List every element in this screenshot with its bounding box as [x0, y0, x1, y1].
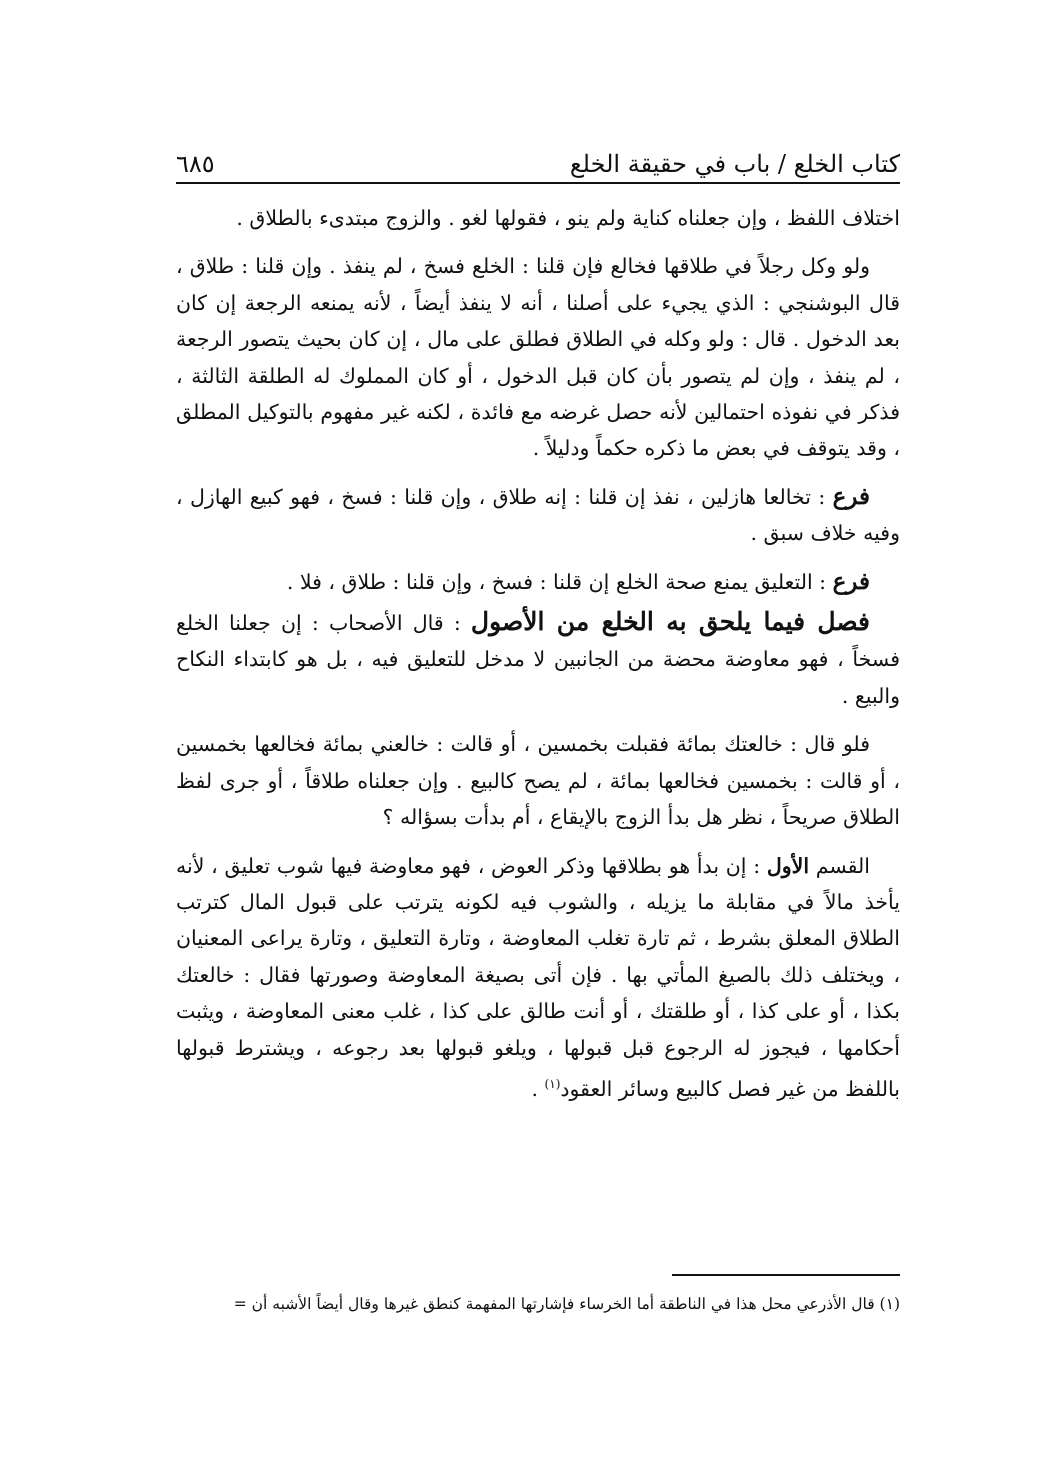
far-text: : التعليق يمنع صحة الخلع إن قلنا : فسخ ، وإن قلنا : طلاق ، فلا .: [286, 569, 833, 594]
paragraph-7: [176, 848, 900, 1108]
section-title: فصل فيما يلحق به الخلع من الأصول: [470, 607, 870, 637]
footnote-divider: [672, 1274, 900, 1276]
page-number: ٦٨٥: [176, 150, 215, 178]
far-term: فرع: [832, 482, 870, 510]
body-text: [176, 200, 900, 1119]
paragraph-far-1: [176, 479, 900, 552]
paragraph-far-2: [176, 564, 900, 600]
footnote-ref: (١): [544, 1076, 561, 1091]
running-title: كتاب الخلع / باب في حقيقة الخلع: [569, 150, 900, 178]
far-text: : تخالعا هازلين ، نفذ إن قلنا : إنه طلاق ، وإن قلنا : فسخ ، فهو كبيع الهازل ، وفيه خلاف سبق .: [176, 484, 900, 546]
part-text: : إن بدأ هو بطلاقها وذكر العوض ، فهو معاوضة فيها شوب تعليق ، لأنه يأخذ مالاً في مقابلة ما يزيله ، والشوب فيه لكونه يترتب على قبول المال كترتب الطلاق المعلق بشرط ، ثم تارة تغلب المعاوضة ، وتارة التعليق ، وتارة يراعى المعنيان ، ويختلف ذلك بالصيغ المأتي بها . فإن أتى بصيغة المعاوضة وصورتها فقال : خالعتك بكذا ، أو على كذا ، أو طلقتك ، أو أنت طالق على كذا ، غلب معنى المعاوضة ، ويثبت أحكامها ، فيجوز له الرجوع قبل قبولها ، ويلغو قبولها بعد رجوعه ، ويشترط قبولها باللفظ من غير فصل كالبيع وسائر العقود: [176, 853, 900, 1101]
part-lead: القسم: [809, 853, 870, 878]
paragraph-section: [176, 604, 900, 714]
paragraph-1: اختلاف اللفظ ، وإن جعلناه كناية ولم ينو ، فقولها لغو . والزوج مبتدىء بالطلاق .: [236, 206, 900, 230]
section-text: : قال الأصحاب : إن جعلنا الخلع فسخاً ، فهو معاوضة محضة من الجانبين لا مدخل للتعليق فيه ، بل هو كابتداء النكاح والبيع .: [176, 611, 900, 708]
page-header: [176, 138, 900, 184]
part-end: .: [531, 1076, 545, 1101]
footnote: (١) قال الأذرعي محل هذا في الناطقة أما الخرساء فإشارتها المفهمة كنطق غيرها وقال أيضاً الأشبه أن =: [233, 1295, 900, 1313]
paragraph-6: فلو قال : خالعتك بمائة فقبلت بخمسين ، أو قالت : خالعني بمائة فخالعها بخمسين ، أو قالت : بخمسين فخالعها بمائة ، لم يصح كالبيع . وإن جعلناه طلاقاً ، أو جرى لفظ الطلاق صريحاً ، نظر هل بدأ الزوج بالإيقاع ، أم بدأت بسؤاله ؟: [176, 732, 900, 830]
part-lead-bold: الأول: [766, 853, 810, 878]
far-term: فرع: [832, 567, 870, 595]
paragraph-2: ولو وكل رجلاً في طلاقها فخالع فإن قلنا : الخلع فسخ ، لم ينفذ . وإن قلنا : طلاق ، قال البوشنجي : الذي يجيء على أصلنا ، أنه لا ينفذ أيضاً ، لأنه يمنعه الرجعة إن كان بعد الدخول . قال : ولو وكله في الطلاق فطلق على مال ، إن كان بحيث يتصور الرجعة ، لم ينفذ ، وإن لم يتصور بأن كان قبل الدخول ، أو كان المملوك له الطلقة الثالثة ، فذكر في نفوذه احتمالين لأنه حصل غرضه مع فائدة ، لكنه غير مفهوم بالتوكيل المطلق ، وقد يتوقف في بعض ما ذكره حكماً ودليلاً .: [176, 254, 900, 461]
